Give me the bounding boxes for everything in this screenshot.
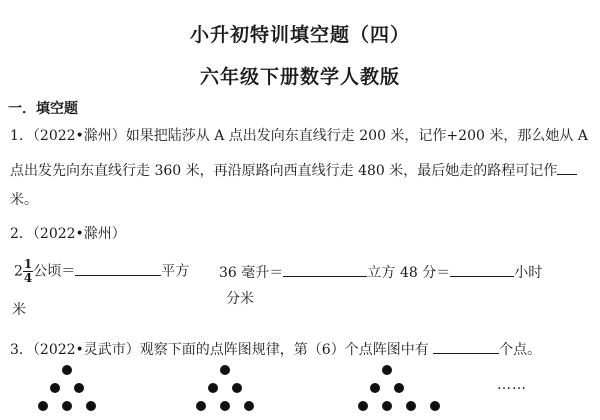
dot (220, 365, 230, 375)
page-subtitle: 六年级下册数学人教版 (199, 66, 400, 88)
q2-unit-2: 平方 (161, 263, 190, 280)
dot (358, 401, 368, 411)
q2-fraction-denominator: 4 (23, 271, 33, 285)
q1-line-2 (10, 160, 577, 179)
q2-part-2 (219, 262, 395, 281)
q2-part-3-unit: 小时 (514, 265, 543, 281)
dot (244, 401, 254, 411)
q1-answer-blank[interactable] (557, 160, 577, 175)
q3-line (10, 339, 541, 358)
q2-part-2-value: 36 毫升＝ (219, 265, 284, 281)
q2-part-2-unit: 立方 (367, 265, 396, 281)
section-heading: 一．填空题 (8, 101, 78, 117)
q2-answer-blank-3[interactable] (450, 262, 514, 277)
q3-text: 3．（2022•灵武市）观察下面的点阵图规律，第（6）个点阵图中有 (10, 342, 429, 358)
q2-unit-1: 公顷＝ (33, 263, 76, 280)
q2-part-2-unit-cont: 分米 (226, 291, 254, 307)
dot (62, 365, 72, 375)
q3-suffix: 个点。 (499, 342, 542, 358)
q2-header: 2．（2022•滁州） (10, 226, 126, 242)
q1-line-3: 米。 (10, 192, 38, 208)
q2-whole-number: 2 (14, 263, 23, 280)
dot (382, 365, 392, 375)
q2-answer-blank-2[interactable] (283, 262, 367, 277)
q1-line-1: 1．（2022•滁州）如果把陆莎从 A 点出发向东直线行走 200 米，记作+200 米，那么她从 A (10, 128, 588, 144)
q2-fraction-numerator: 1 (23, 257, 33, 271)
dot (62, 401, 72, 411)
q2-part-3 (400, 262, 542, 281)
dot (50, 383, 60, 393)
dot (86, 401, 96, 411)
q2-fraction (23, 258, 33, 285)
q2-part-1 (14, 258, 189, 285)
dot (220, 401, 230, 411)
dot (382, 401, 392, 411)
dot (208, 383, 218, 393)
dot (406, 401, 416, 411)
dot (232, 383, 242, 393)
dot (74, 383, 84, 393)
q3-answer-blank[interactable] (433, 339, 499, 354)
q2-answer-blank-1[interactable] (75, 261, 161, 276)
ellipsis: …… (497, 377, 527, 393)
dot (394, 383, 404, 393)
dot (370, 383, 380, 393)
q2-unit-2-cont: 米 (12, 302, 26, 318)
q2-part-3-value: 48 分＝ (400, 265, 451, 281)
dot (430, 401, 440, 411)
dot (38, 401, 48, 411)
dot (196, 401, 206, 411)
page-title: 小升初特训填空题（四） (189, 24, 410, 46)
q1-line-2-text: 点出发先向东直线行走 360 米，再沿原路向西直线行走 480 米，最后她走的路程可记作 (10, 163, 558, 179)
